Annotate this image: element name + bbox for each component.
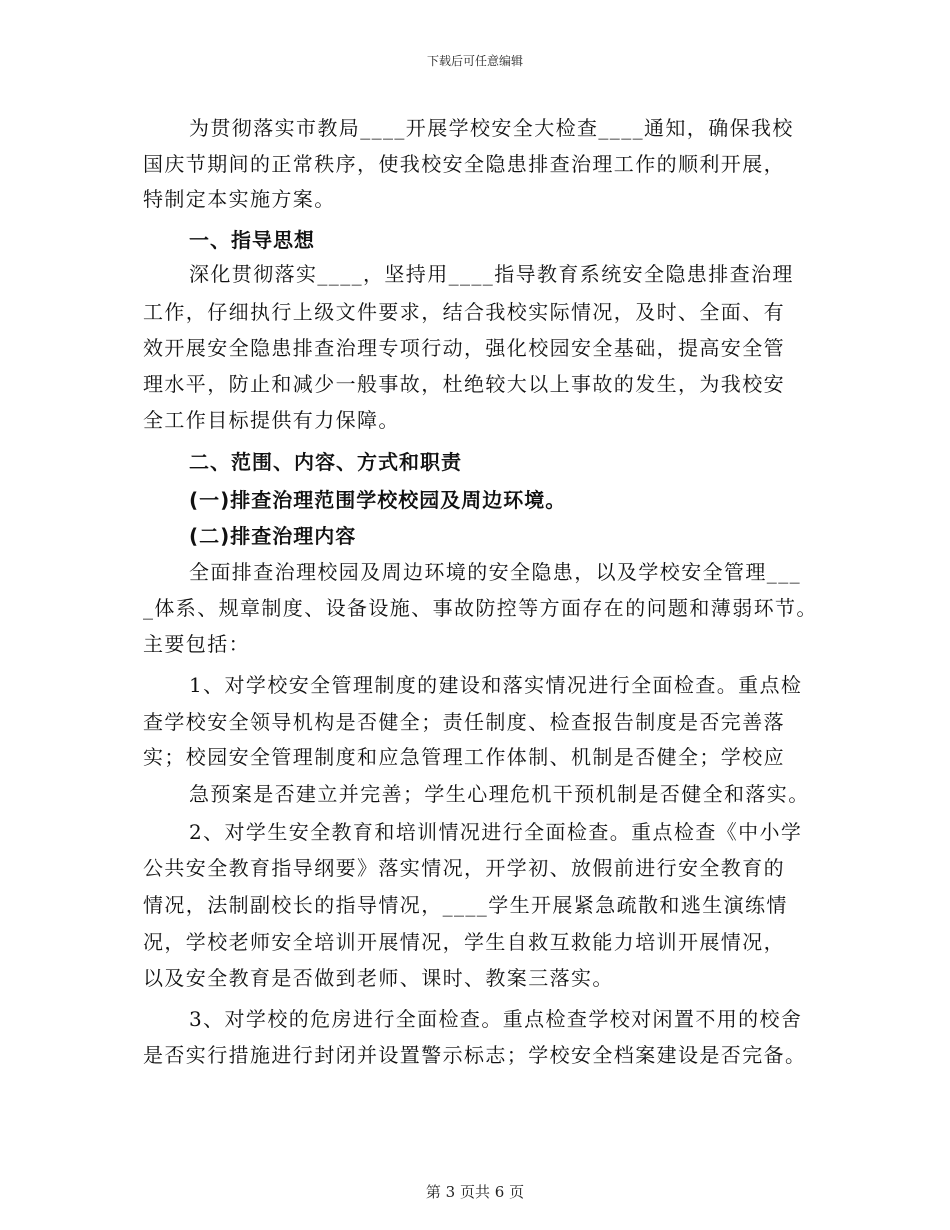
subsection-heading: (二)排查治理内容 bbox=[189, 524, 357, 548]
text-line: _体系、规章制度、设备设施、事故防控等方面存在的问题和薄弱环节。 bbox=[143, 596, 818, 620]
text-line: 全面排查治理校园及周边环境的安全隐患，以及学校安全管理___ bbox=[189, 560, 801, 584]
page-footer: 第 3 页共 6 页 bbox=[425, 1183, 525, 1201]
text-line: 查学校安全领导机构是否健全；责任制度、检查报告制度是否完善落 bbox=[143, 710, 785, 734]
text-line: 公共安全教育指导纲要》落实情况，开学初、放假前进行安全教育的 bbox=[143, 856, 785, 880]
text-line: 全工作目标提供有力保障。 bbox=[143, 408, 400, 432]
section-heading: 二、范围、内容、方式和职责 bbox=[189, 450, 462, 474]
subsection-heading: (一)排查治理范围学校校园及周边环境。 bbox=[189, 488, 567, 512]
text-line: 实；校园安全管理制度和应急管理工作体制、机制是否健全；学校应 bbox=[143, 745, 785, 769]
text-line: 深化贯彻落实____，坚持用____指导教育系统安全隐患排查治理 bbox=[189, 262, 794, 286]
text-line: 急预案是否建立并完善；学生心理危机干预机制是否健全和落实。 bbox=[189, 782, 810, 806]
text-line: 以及安全教育是否做到老师、课时、教案三落实。 bbox=[143, 966, 614, 990]
text-line: 是否实行措施进行封闭并设置警示标志；学校安全档案建设是否完备。 bbox=[143, 1043, 807, 1067]
text-line: 为贯彻落实市教局____开展学校安全大检查____通知，确保我校 bbox=[189, 116, 794, 140]
text-line: 主要包括： bbox=[143, 632, 250, 656]
text-line: 理水平，防止和减少一般事故，杜绝较大以上事故的发生，为我校安 bbox=[143, 372, 785, 396]
text-line: 3、对学校的危房进行全面检查。重点检查学校对闲置不用的校舍 bbox=[189, 1007, 803, 1031]
text-line: 1、对学校安全管理制度的建设和落实情况进行全面检查。重点检 bbox=[189, 673, 803, 697]
page-header: 下载后可任意编辑 bbox=[426, 54, 523, 68]
text-line: 2、对学生安全教育和培训情况进行全面检查。重点检查《中小学 bbox=[189, 820, 803, 844]
section-heading: 一、指导思想 bbox=[189, 228, 315, 252]
text-line: 效开展安全隐患排查治理专项行动，强化校园安全基础，提高安全管 bbox=[143, 336, 785, 360]
text-line: 情况，法制副校长的指导情况，____学生开展紧急疏散和逃生演练情 bbox=[143, 893, 788, 917]
text-line: 工作，仔细执行上级文件要求，结合我校实际情况，及时、全面、有 bbox=[143, 300, 785, 324]
text-line: 国庆节期间的正常秩序，使我校安全隐患排查治理工作的顺利开展， bbox=[143, 152, 785, 176]
text-line: 特制定本实施方案。 bbox=[143, 187, 336, 211]
text-line: 况，学校老师安全培训开展情况，学生自救互救能力培训开展情况， bbox=[143, 930, 785, 954]
